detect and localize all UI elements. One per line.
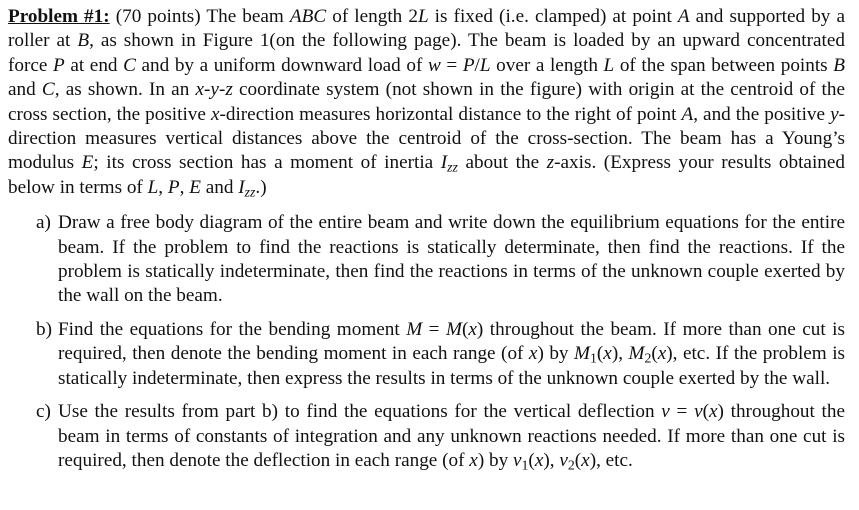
math-symbol: C	[123, 54, 136, 76]
math-symbol: v	[559, 449, 568, 471]
math-symbol: P	[53, 54, 65, 76]
math-symbol: v	[694, 401, 703, 423]
math-symbol: v	[512, 449, 522, 471]
math-symbol: x	[210, 103, 220, 125]
math-symbol: v	[661, 401, 670, 423]
math-symbol: x	[603, 343, 612, 365]
math-symbol: z	[225, 79, 233, 101]
math-symbol: x	[469, 449, 478, 471]
math-symbol: x	[528, 343, 538, 365]
math-symbol: x	[195, 79, 205, 101]
part-c	[36, 400, 845, 473]
problem-statement	[8, 5, 845, 200]
part-b-label: b)	[36, 318, 52, 340]
math-symbol: y	[830, 103, 839, 125]
subscript: 2	[644, 350, 652, 366]
part-a	[36, 211, 845, 309]
problem-intro-text: (70 points) The beam ABC of length 2L is fixed (i.e. clamped) at point A and supported by a roller at B, as shown in Figure 1(on the following page). The beam is loaded by an upward concentrated force P at end C and by a uniform downward load of w = P/L over a length L of the span between points B and C, as shown. In an x-y-z coordinate system (not shown in the figure) with origin at the centroid of the cross section, the positive x-direction measures horizontal distance to the right of point A, and the positive y-direction measures vertical distances above the centroid of the cross-section. The beam has a Young’s modulus E; its cross section has a moment of inertia Izz about the z-axis. (Express your results obtained below in terms of L, P, E and Izz.)	[8, 6, 845, 200]
part-a-text: Draw a free body diagram of the entire beam and write down the equilibrium equations for the entire beam. If the problem to find the reactions is statically determinate, then find the reactions. If the problem is statically indeterminate, then find the reactions in terms of the unknown couple exerted by the wall on the beam.	[58, 212, 845, 307]
math-symbol: B	[77, 30, 90, 52]
math-symbol: w	[427, 54, 441, 76]
math-symbol: A	[677, 6, 690, 27]
math-symbol: x	[657, 343, 667, 365]
subscript: 1	[589, 350, 597, 366]
math-symbol: P	[167, 176, 180, 198]
subscript: zz	[244, 184, 256, 200]
part-c-text: Use the results from part b) to find the equations for the vertical deflection v = v(x) throughout the beam in terms of constants of integration and any unknown reactions needed. If more than one cut is required, then denote the deflection in each range (of x) by v1(x), v2(x), etc.	[58, 401, 845, 473]
math-symbol: y	[210, 79, 219, 101]
math-symbol: L	[147, 176, 159, 198]
math-symbol: x	[468, 318, 477, 340]
problem-parts-list	[8, 211, 845, 473]
math-symbol: A	[681, 103, 694, 125]
math-symbol: M	[406, 318, 423, 340]
part-b-text: Find the equations for the bending moment M = M(x) throughout the beam. If more than one cut is required, then denote the bending moment in each range (of x) by M1(x), M2(x), etc. If the problem is statically indeterminate, then express the results in terms of the unknown couple exerted by the wall.	[58, 318, 846, 389]
problem-heading: Problem #1:	[8, 6, 110, 27]
math-symbol: E	[189, 176, 201, 198]
math-symbol: M	[446, 318, 462, 340]
math-symbol: M	[628, 343, 645, 365]
math-symbol: E	[81, 152, 94, 174]
math-symbol: B	[833, 54, 845, 76]
math-symbol: L	[603, 54, 615, 76]
math-symbol: x	[534, 449, 544, 471]
math-symbol: P	[462, 54, 475, 76]
part-b	[36, 318, 845, 391]
math-symbol: ABC	[289, 6, 327, 27]
subscript: 1	[521, 457, 529, 473]
math-symbol: I	[440, 152, 448, 174]
part-a-label: a)	[36, 212, 51, 234]
math-symbol: I	[238, 176, 245, 198]
math-symbol: L	[479, 54, 491, 76]
math-symbol: x	[709, 401, 718, 423]
math-symbol: z	[546, 152, 555, 174]
math-symbol: x	[581, 449, 590, 471]
math-symbol: M	[574, 343, 590, 365]
part-c-label: c)	[36, 401, 51, 423]
math-symbol: L	[417, 6, 429, 27]
math-symbol: C	[41, 79, 55, 101]
subscript: 2	[567, 457, 575, 473]
subscript: zz	[447, 159, 458, 175]
